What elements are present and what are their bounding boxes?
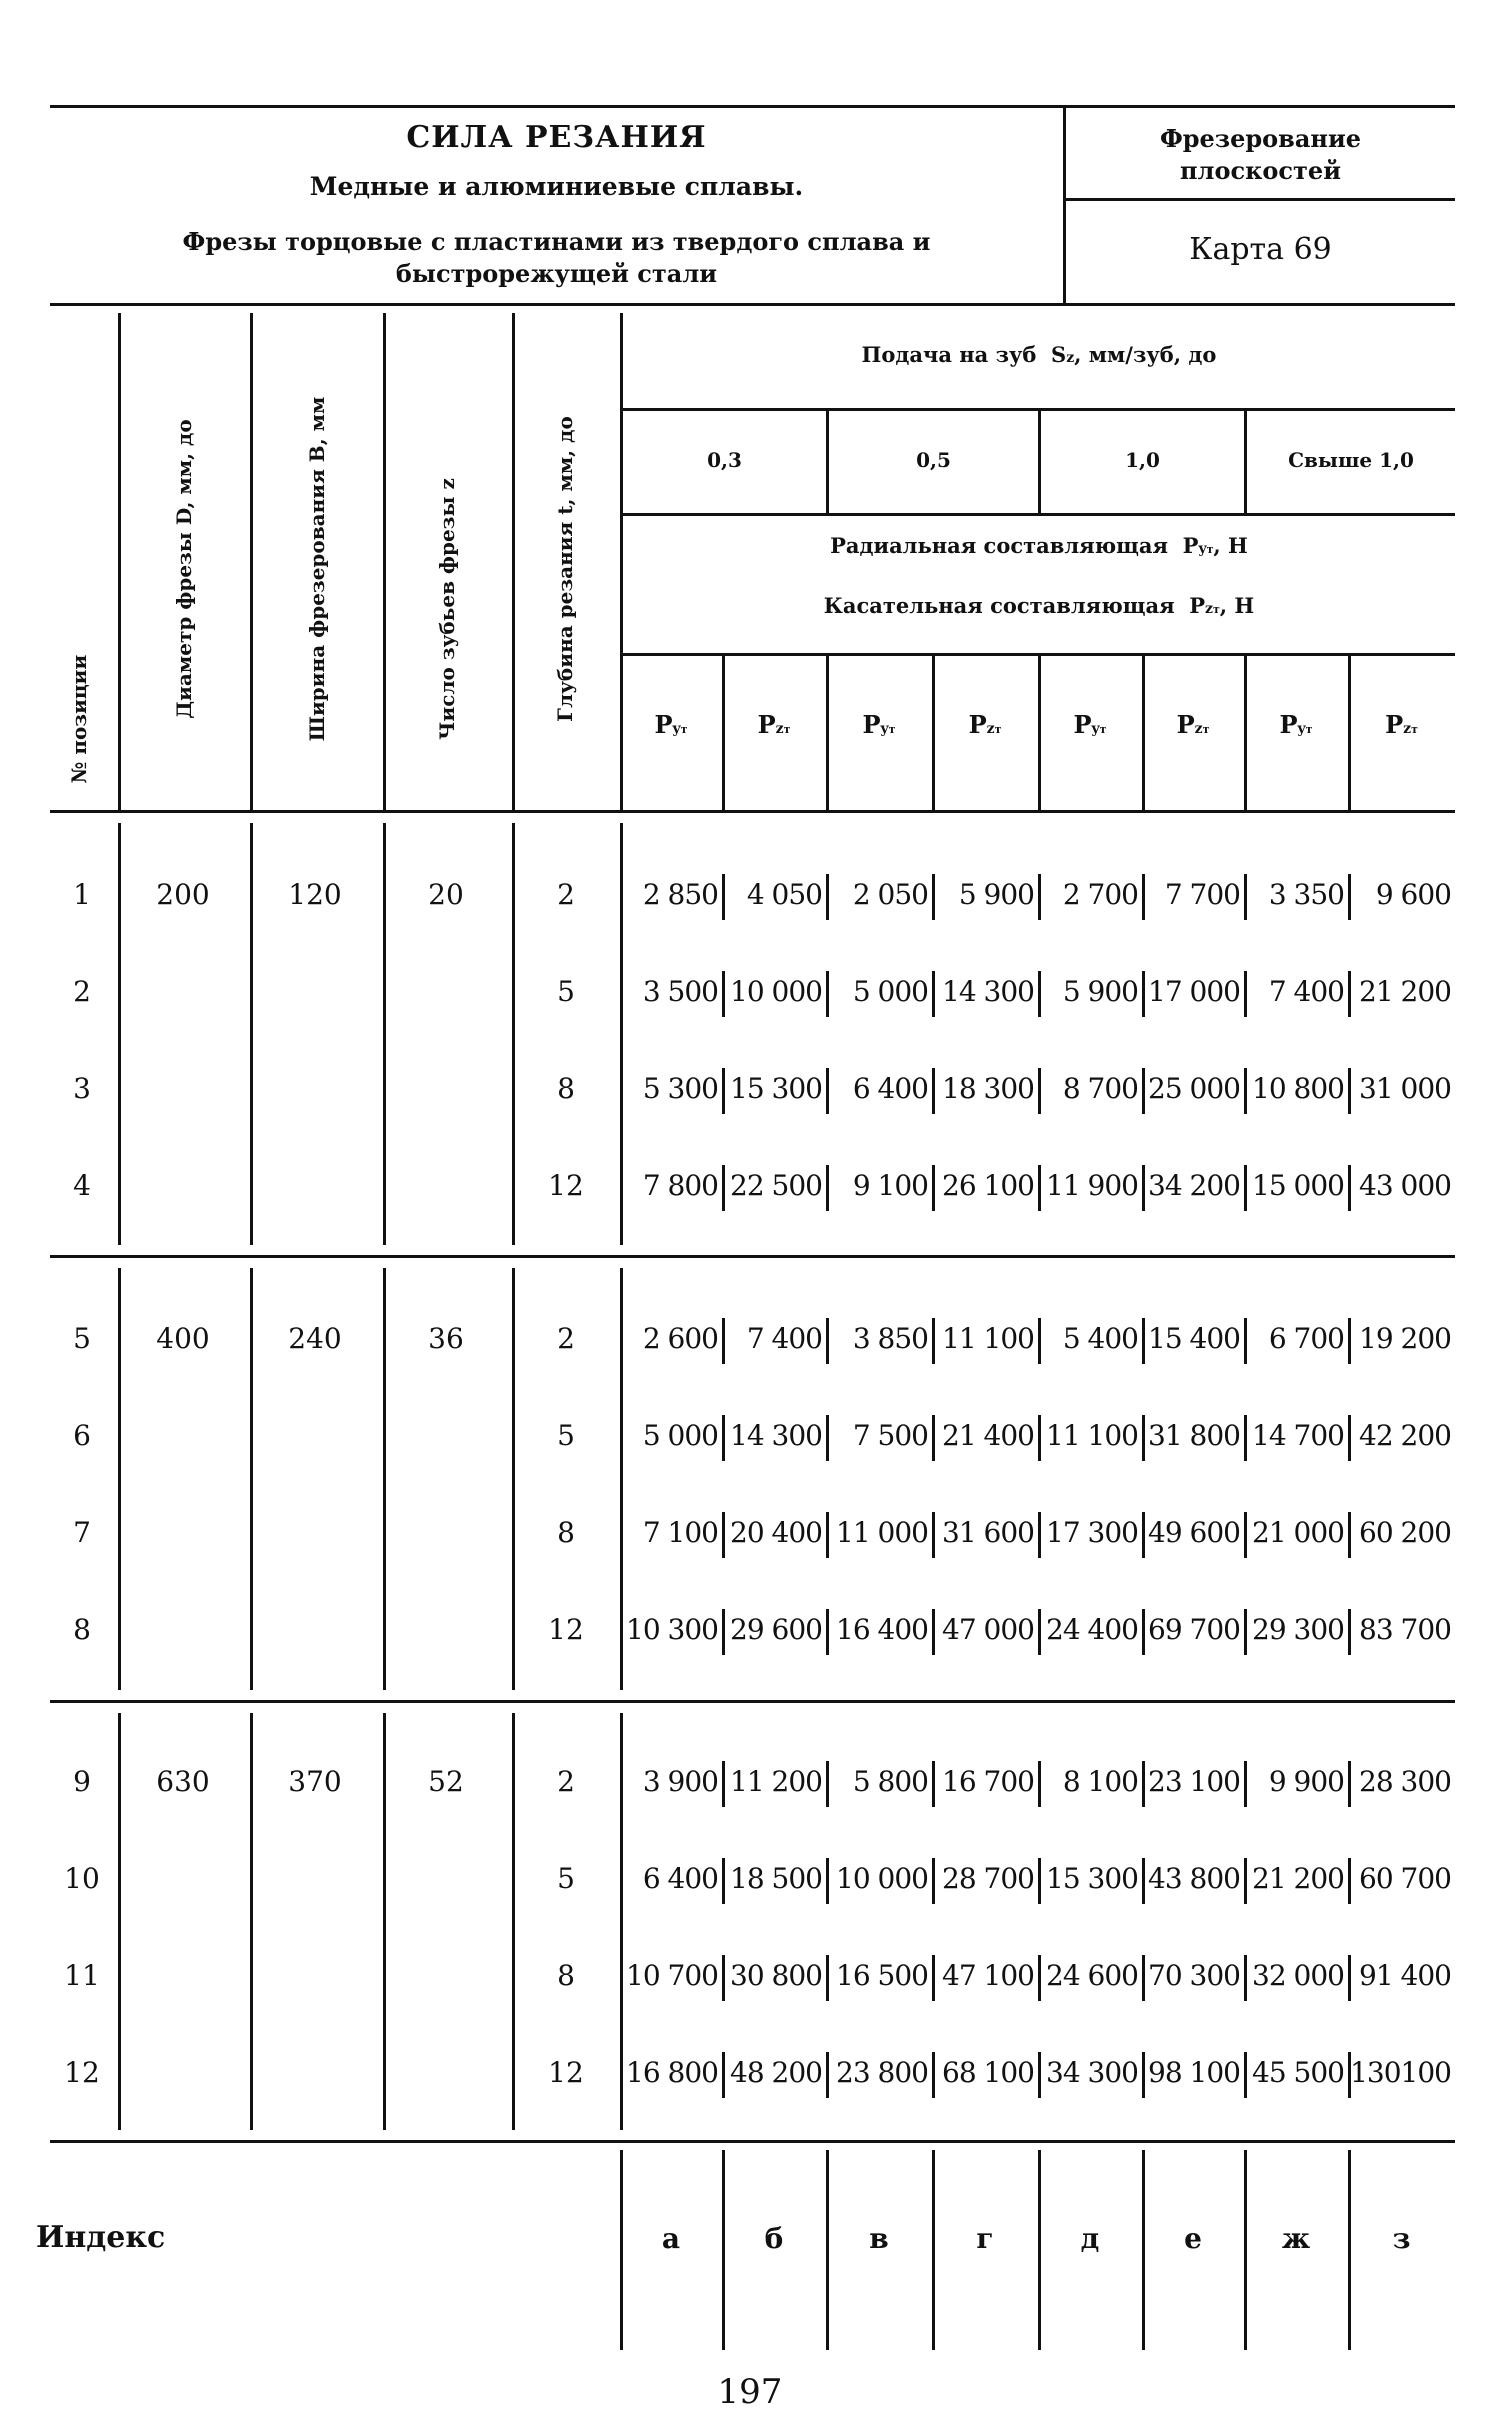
position-number: 1 [73, 878, 91, 911]
pz-force-value: 18 300 [942, 1072, 1034, 1105]
py-force-value: 3 850 [852, 1322, 928, 1355]
position-number: 2 [73, 975, 91, 1008]
position-number: 3 [73, 1072, 91, 1105]
py-force-value: 10 700 [626, 1959, 718, 1992]
pz-force-value: 9 600 [1375, 878, 1451, 911]
py-force-value: 6 400 [642, 1862, 718, 1895]
py-force-value: 16 500 [836, 1959, 928, 1992]
page-subtitle: Медные и алюминиевые сплавы. [309, 172, 804, 201]
py-force-value: 15 000 [1252, 1169, 1344, 1202]
py-force-value: 3 350 [1268, 878, 1344, 911]
pz-force-value: 26 100 [942, 1169, 1034, 1202]
diameter-value: 200 [156, 878, 210, 911]
width-value: 120 [288, 878, 342, 911]
feed-0-5: 0,5 [916, 448, 951, 472]
py-force-value: 5 900 [1062, 975, 1138, 1008]
pz-force-value: 130100 [1350, 2056, 1451, 2089]
py-force-value: 9 100 [852, 1169, 928, 1202]
py-force-value: 11 900 [1046, 1169, 1138, 1202]
py-force-value: 24 400 [1046, 1613, 1138, 1646]
py-force-value: 5 300 [642, 1072, 718, 1105]
position-number: 5 [73, 1322, 91, 1355]
py-force-value: 7 800 [642, 1169, 718, 1202]
index-label: Индекс [36, 2220, 166, 2255]
depth-value: 2 [557, 1322, 575, 1355]
pz-force-value: 21 400 [942, 1419, 1034, 1452]
feed-label: Подача на зуб Sz, мм/зуб, до [861, 342, 1217, 367]
pz-col-header: Pzт [968, 710, 1002, 739]
pz-force-value: 47 000 [942, 1613, 1034, 1646]
depth-value: 12 [548, 1169, 584, 1202]
position-number: 10 [64, 1862, 100, 1895]
pz-col-header: Pzт [1385, 710, 1418, 739]
index-letter: в [869, 2222, 889, 2255]
pz-force-value: 7 400 [746, 1322, 822, 1355]
depth-value: 5 [557, 1862, 575, 1895]
pz-force-value: 60 200 [1359, 1516, 1451, 1549]
depth-value: 8 [557, 1072, 575, 1105]
pz-force-value: 69 700 [1148, 1613, 1240, 1646]
col-diameter: Диаметр фрезы D, мм, до [172, 419, 196, 719]
col-depth: Глубина резания t, мм, до [553, 416, 577, 722]
py-force-value: 5 000 [852, 975, 928, 1008]
pz-force-value: 30 800 [730, 1959, 822, 1992]
pz-force-value: 16 700 [942, 1765, 1034, 1798]
py-force-value: 2 600 [642, 1322, 718, 1355]
pz-force-value: 19 200 [1359, 1322, 1451, 1355]
py-force-value: 10 300 [626, 1613, 718, 1646]
py-force-value: 16 400 [836, 1613, 928, 1646]
pz-col-header: Pzт [1176, 710, 1210, 739]
pz-force-value: 47 100 [942, 1959, 1034, 1992]
diameter-value: 630 [156, 1765, 210, 1798]
pz-force-value: 48 200 [730, 2056, 822, 2089]
depth-value: 2 [557, 1765, 575, 1798]
depth-value: 8 [557, 1516, 575, 1549]
pz-force-value: 20 400 [730, 1516, 822, 1549]
operation-line2: плоскостей [1179, 156, 1341, 185]
feed-1-0: 1,0 [1125, 448, 1160, 472]
py-force-value: 17 300 [1046, 1516, 1138, 1549]
py-force-value: 11 000 [836, 1516, 928, 1549]
operation-line1: Фрезерование [1159, 124, 1362, 153]
teeth-value: 20 [428, 878, 464, 911]
pz-force-value: 43 000 [1359, 1169, 1451, 1202]
py-force-value: 21 200 [1252, 1862, 1344, 1895]
position-number: 7 [73, 1516, 91, 1549]
py-col-header: Pyт [862, 710, 896, 739]
tangential-label: Касательная составляющая Pzт, Н [823, 593, 1255, 618]
page-subtitle-line2: быстрорежущей стали [395, 259, 718, 288]
py-force-value: 7 100 [642, 1516, 718, 1549]
py-force-value: 9 900 [1268, 1765, 1344, 1798]
depth-value: 2 [557, 878, 575, 911]
position-number: 4 [73, 1169, 91, 1202]
py-force-value: 6 400 [852, 1072, 928, 1105]
py-force-value: 32 000 [1252, 1959, 1344, 1992]
teeth-value: 52 [428, 1765, 464, 1798]
py-force-value: 21 000 [1252, 1516, 1344, 1549]
py-force-value: 29 300 [1252, 1613, 1344, 1646]
position-number: 6 [73, 1419, 91, 1452]
pz-force-value: 14 300 [730, 1419, 822, 1452]
width-value: 240 [288, 1322, 342, 1355]
index-letter: г [976, 2222, 994, 2255]
py-force-value: 2 050 [852, 878, 928, 911]
page-subtitle-line1: Фрезы торцовые с пластинами из твердого сплава и [182, 227, 931, 256]
pz-force-value: 34 200 [1148, 1169, 1240, 1202]
pz-force-value: 5 900 [958, 878, 1034, 911]
py-force-value: 15 300 [1046, 1862, 1138, 1895]
py-force-value: 8 100 [1062, 1765, 1138, 1798]
pz-force-value: 28 300 [1359, 1765, 1451, 1798]
pz-force-value: 17 000 [1148, 975, 1240, 1008]
py-force-value: 7 500 [852, 1419, 928, 1452]
feed-over-1-0: Свыше 1,0 [1288, 448, 1414, 472]
py-force-value: 5 000 [642, 1419, 718, 1452]
pz-force-value: 23 100 [1148, 1765, 1240, 1798]
depth-value: 8 [557, 1959, 575, 1992]
py-force-value: 24 600 [1046, 1959, 1138, 1992]
pz-force-value: 11 200 [730, 1765, 822, 1798]
py-force-value: 10 000 [836, 1862, 928, 1895]
py-force-value: 45 500 [1252, 2056, 1344, 2089]
pz-force-value: 43 800 [1148, 1862, 1240, 1895]
py-col-header: Pyт [654, 710, 688, 739]
index-letter: з [1392, 2222, 1411, 2255]
pz-force-value: 18 500 [730, 1862, 822, 1895]
py-force-value: 11 100 [1046, 1419, 1138, 1452]
index-letter: д [1080, 2222, 1100, 2255]
pz-force-value: 28 700 [942, 1862, 1034, 1895]
pz-force-value: 91 400 [1359, 1959, 1451, 1992]
py-force-value: 16 800 [626, 2056, 718, 2089]
width-value: 370 [288, 1765, 342, 1798]
pz-force-value: 31 000 [1359, 1072, 1451, 1105]
py-force-value: 3 500 [642, 975, 718, 1008]
position-number: 9 [73, 1765, 91, 1798]
py-force-value: 6 700 [1268, 1322, 1344, 1355]
pz-force-value: 42 200 [1359, 1419, 1451, 1452]
py-col-header: Pyт [1073, 710, 1107, 739]
col-position: № позиции [67, 654, 91, 784]
depth-value: 12 [548, 2056, 584, 2089]
pz-force-value: 4 050 [746, 878, 822, 911]
diameter-value: 400 [156, 1322, 210, 1355]
col-width: Ширина фрезерования B, мм [305, 396, 329, 742]
py-force-value: 14 700 [1252, 1419, 1344, 1452]
position-number: 12 [64, 2056, 100, 2089]
py-force-value: 5 800 [852, 1765, 928, 1798]
pz-force-value: 10 000 [730, 975, 822, 1008]
page-title: СИЛА РЕЗАНИЯ [406, 120, 707, 155]
index-letter: а [661, 2222, 681, 2255]
index-letter: ж [1281, 2222, 1311, 2255]
pz-force-value: 15 400 [1148, 1322, 1240, 1355]
pz-force-value: 83 700 [1359, 1613, 1451, 1646]
py-force-value: 7 400 [1268, 975, 1344, 1008]
py-force-value: 5 400 [1062, 1322, 1138, 1355]
pz-force-value: 70 300 [1148, 1959, 1240, 1992]
index-letter: е [1184, 2222, 1202, 2255]
pz-force-value: 49 600 [1148, 1516, 1240, 1549]
py-force-value: 8 700 [1062, 1072, 1138, 1105]
pz-force-value: 15 300 [730, 1072, 822, 1105]
depth-value: 12 [548, 1613, 584, 1646]
position-number: 11 [64, 1959, 100, 1992]
py-force-value: 23 800 [836, 2056, 928, 2089]
radial-label: Радиальная составляющая Pyт, Н [830, 533, 1248, 558]
py-col-header: Pyт [1279, 710, 1313, 739]
pz-force-value: 29 600 [730, 1613, 822, 1646]
pz-force-value: 7 700 [1164, 878, 1240, 911]
py-force-value: 10 800 [1252, 1072, 1344, 1105]
feed-0-3: 0,3 [707, 448, 742, 472]
pz-force-value: 14 300 [942, 975, 1034, 1008]
card-number: Карта 69 [1189, 232, 1332, 267]
col-teeth: Число зубьев фрезы z [435, 478, 459, 740]
pz-force-value: 31 600 [942, 1516, 1034, 1549]
pz-force-value: 60 700 [1359, 1862, 1451, 1895]
position-number: 8 [73, 1613, 91, 1646]
pz-col-header: Pzт [757, 710, 791, 739]
pz-force-value: 98 100 [1148, 2056, 1240, 2089]
py-force-value: 3 900 [642, 1765, 718, 1798]
pz-force-value: 25 000 [1148, 1072, 1240, 1105]
pz-force-value: 22 500 [730, 1169, 822, 1202]
depth-value: 5 [557, 1419, 575, 1452]
pz-force-value: 68 100 [942, 2056, 1034, 2089]
py-force-value: 2 700 [1062, 878, 1138, 911]
py-force-value: 2 850 [642, 878, 718, 911]
pz-force-value: 21 200 [1359, 975, 1451, 1008]
py-force-value: 34 300 [1046, 2056, 1138, 2089]
index-letter: б [764, 2222, 784, 2255]
pz-force-value: 31 800 [1148, 1419, 1240, 1452]
teeth-value: 36 [428, 1322, 464, 1355]
page-number: 197 [717, 2372, 783, 2412]
depth-value: 5 [557, 975, 575, 1008]
pz-force-value: 11 100 [942, 1322, 1034, 1355]
